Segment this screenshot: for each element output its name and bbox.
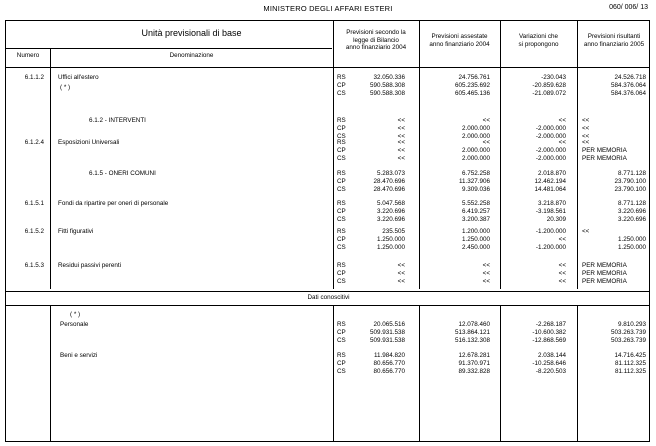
- row-number: 6.1.5.3: [24, 262, 44, 269]
- value-col-b: 605.465.136: [454, 89, 490, 97]
- col-b-divider-lower: [419, 305, 420, 441]
- value-col-d: 14.716.425: [614, 352, 646, 359]
- row-code: RS: [337, 139, 346, 146]
- title-divider: [6, 48, 332, 49]
- value-col-b: <<: [482, 277, 490, 285]
- value-col-d: 584.376.064: [610, 89, 646, 97]
- value-col-d: 23.790.100: [614, 177, 646, 185]
- header-bottom-rule: [6, 67, 649, 68]
- col-d-divider-lower: [577, 305, 578, 441]
- value-col-c: -12.868.569: [532, 336, 566, 344]
- value-col-c: -1.200.000: [535, 243, 566, 251]
- value-col-b: 89.332.828: [458, 367, 490, 375]
- row-code: CP: [337, 269, 346, 277]
- value-col-b: 1.250.000: [461, 235, 490, 243]
- value-col-a: <<: [397, 124, 405, 132]
- row-code: CP: [337, 359, 346, 367]
- value-col-a: 11.984.820: [373, 352, 405, 359]
- row-code: RS: [337, 117, 346, 124]
- value-col-a: 1.250.000: [376, 235, 405, 243]
- value-col-b: 11.327.906: [458, 177, 490, 185]
- value-col-d: 81.112.325: [614, 367, 646, 375]
- value-col-b: 12.078.460: [458, 321, 490, 328]
- row-code: CP: [337, 207, 346, 215]
- value-col-d: 3.220.696: [617, 215, 646, 223]
- value-col-a: <<: [397, 117, 405, 124]
- value-col-b: 9.309.036: [461, 185, 490, 193]
- value-col-d: 81.112.325: [614, 359, 646, 367]
- page-code: 060/ 006/ 13: [609, 4, 648, 11]
- value-col-b: 5.552.258: [461, 200, 490, 207]
- value-col-b: 2.000.000: [461, 154, 490, 162]
- col-b-divider: [419, 21, 420, 289]
- value-col-c: <<: [558, 277, 566, 285]
- value-col-a: 5.283.073: [376, 170, 405, 177]
- value-col-d: 8.771.128: [617, 200, 646, 207]
- value-col-a: 590.588.308: [369, 81, 405, 89]
- value-col-d: 584.376.064: [610, 81, 646, 89]
- value-col-b: 6.419.257: [461, 207, 490, 215]
- value-col-d: <<: [582, 124, 590, 132]
- value-col-c: <<: [558, 269, 566, 277]
- row-code: RS: [337, 321, 346, 328]
- value-col-a: <<: [397, 146, 405, 154]
- row-code: CS: [337, 277, 346, 285]
- value-col-d: PER MEMORIA: [582, 269, 627, 277]
- dati-conoscitivi-title: Dati conoscitivi: [307, 294, 350, 301]
- row-code: CP: [337, 81, 346, 89]
- value-col-c: -2.000.000: [535, 132, 566, 140]
- value-col-c: -1.200.000: [535, 228, 566, 235]
- value-col-d: <<: [582, 228, 590, 235]
- dati-top-rule: [6, 291, 649, 292]
- value-col-b: <<: [482, 262, 490, 269]
- row-code: RS: [337, 170, 346, 177]
- value-col-a: 1.250.000: [376, 243, 405, 251]
- value-col-b: 516.132.308: [454, 336, 490, 344]
- value-col-c: -8.220.503: [535, 367, 566, 375]
- value-col-c: <<: [558, 139, 566, 146]
- value-col-c: -10.258.646: [532, 359, 566, 367]
- value-col-b: 2.000.000: [461, 146, 490, 154]
- value-col-a: <<: [397, 269, 405, 277]
- value-col-a: 32.050.336: [373, 74, 405, 81]
- col-c-divider: [500, 21, 501, 289]
- value-col-d: <<: [582, 139, 590, 146]
- col-a-divider: [333, 21, 334, 289]
- value-col-c: -20.859.628: [532, 81, 566, 89]
- col-a-header: Previsioni secondo la legge di Bilancio anno finanziario 2004: [345, 29, 407, 52]
- value-col-c: 2.038.144: [537, 352, 566, 359]
- value-col-b: 12.678.281: [458, 352, 490, 359]
- col-d-header: Previsioni risultanti anno finanziario 2005: [583, 33, 645, 48]
- value-col-c: 12.462.194: [534, 177, 566, 185]
- value-col-d: <<: [582, 117, 590, 124]
- value-col-d: <<: [582, 132, 590, 140]
- col-denominazione-header: Denominazione: [169, 52, 214, 59]
- row-code: RS: [337, 74, 346, 81]
- value-col-d: 1.250.000: [617, 235, 646, 243]
- row-number: 6.1.2.4: [24, 139, 44, 146]
- row-code: CP: [337, 328, 346, 336]
- value-col-c: -2.000.000: [535, 154, 566, 162]
- value-col-c: -230.043: [541, 74, 566, 81]
- row-denominazione: 6.1.2 - INTERVENTI: [89, 117, 146, 124]
- value-col-a: 28.470.696: [373, 177, 405, 185]
- value-col-c: -10.600.382: [532, 328, 566, 336]
- value-col-b: 605.235.692: [454, 81, 490, 89]
- value-col-a: <<: [397, 262, 405, 269]
- value-col-c: 2.018.870: [537, 170, 566, 177]
- row-denominazione: Personale: [60, 321, 89, 328]
- row-code: CP: [337, 124, 346, 132]
- value-col-b: 1.200.000: [461, 228, 490, 235]
- row-denominazione: Fondi da ripartire per oneri di personale: [58, 200, 169, 207]
- value-col-a: 3.220.696: [376, 207, 405, 215]
- table-title: Unità previsionali di base: [141, 28, 242, 38]
- value-col-a: <<: [397, 132, 405, 140]
- value-col-b: 2.000.000: [461, 124, 490, 132]
- value-col-c: 14.481.064: [534, 185, 566, 193]
- value-col-d: 8.771.128: [617, 170, 646, 177]
- row-denominazione: Fitti figurativi: [58, 228, 94, 235]
- value-col-c: -3.198.561: [535, 207, 566, 215]
- row-code: RS: [337, 352, 346, 359]
- value-col-b: 24.756.761: [458, 74, 490, 81]
- value-col-c: <<: [558, 262, 566, 269]
- row-code: RS: [337, 228, 346, 235]
- value-col-c: <<: [558, 235, 566, 243]
- value-col-c: -2.000.000: [535, 124, 566, 132]
- value-col-a: 28.470.696: [373, 185, 405, 193]
- value-col-a: 590.588.308: [369, 89, 405, 97]
- numero-divider: [50, 48, 51, 289]
- row-code: CS: [337, 132, 346, 140]
- col-c-header: Variazioni che si propongono: [518, 33, 559, 48]
- row-note: ( * ): [60, 84, 71, 91]
- row-code: CS: [337, 89, 346, 97]
- value-col-d: PER MEMORIA: [582, 146, 627, 154]
- value-col-b: <<: [482, 117, 490, 124]
- value-col-d: 9.810.293: [617, 321, 646, 328]
- value-col-d: PER MEMORIA: [582, 277, 627, 285]
- value-col-b: <<: [482, 139, 490, 146]
- row-code: CS: [337, 243, 346, 251]
- row-code: CP: [337, 235, 346, 243]
- value-col-c: -21.089.072: [532, 89, 566, 97]
- value-col-d: 503.263.739: [610, 336, 646, 344]
- row-denominazione: Esposizioni Universali: [58, 139, 120, 146]
- value-col-a: 80.656.770: [373, 367, 405, 375]
- value-col-c: 20.309: [546, 215, 566, 223]
- value-col-b: 91.370.971: [458, 359, 490, 367]
- row-code: CP: [337, 177, 346, 185]
- value-col-a: 509.931.538: [369, 328, 405, 336]
- row-number: 6.1.5.2: [24, 228, 44, 235]
- row-number: 6.1.5.1: [24, 200, 44, 207]
- value-col-b: 2.450.000: [461, 243, 490, 251]
- col-numero-header: Numero: [16, 52, 40, 59]
- value-col-b: 513.864.121: [454, 328, 490, 336]
- dati-note: ( * ): [70, 311, 81, 318]
- value-col-d: PER MEMORIA: [582, 262, 627, 269]
- col-c-divider-lower: [500, 305, 501, 441]
- value-col-c: 3.218.870: [537, 200, 566, 207]
- value-col-a: 20.065.516: [373, 321, 405, 328]
- col-a-divider-lower: [333, 305, 334, 441]
- value-col-a: 3.220.696: [376, 215, 405, 223]
- value-col-a: <<: [397, 139, 405, 146]
- row-code: CS: [337, 336, 346, 344]
- value-col-a: <<: [397, 277, 405, 285]
- value-col-a: <<: [397, 154, 405, 162]
- row-denominazione: Uffici all'estero: [58, 74, 99, 81]
- value-col-d: 1.250.000: [617, 243, 646, 251]
- row-denominazione: Residui passivi perenti: [58, 262, 121, 269]
- row-code: CS: [337, 367, 346, 375]
- row-code: CS: [337, 154, 346, 162]
- row-denominazione: Beni e servizi: [60, 352, 98, 359]
- value-col-b: 2.000.000: [461, 132, 490, 140]
- value-col-c: <<: [558, 117, 566, 124]
- value-col-d: 3.220.696: [617, 207, 646, 215]
- value-col-d: PER MEMORIA: [582, 154, 627, 162]
- value-col-a: 235.505: [382, 228, 405, 235]
- value-col-a: 5.047.568: [376, 200, 405, 207]
- row-number: 6.1.1.2: [24, 74, 44, 81]
- col-b-header: Previsioni assestate anno finanziario 2004: [429, 33, 490, 48]
- value-col-c: -2.000.000: [535, 146, 566, 154]
- value-col-d: 23.790.100: [614, 185, 646, 193]
- value-col-b: <<: [482, 269, 490, 277]
- col-d-divider: [577, 21, 578, 289]
- dati-bottom-rule: [6, 305, 649, 306]
- value-col-b: 6.752.258: [461, 170, 490, 177]
- value-col-c: -2.268.187: [535, 321, 566, 328]
- ministry-header: MINISTERO DEGLI AFFARI ESTERI: [263, 4, 393, 13]
- value-col-d: 503.263.739: [610, 328, 646, 336]
- value-col-a: 80.656.770: [373, 359, 405, 367]
- row-denominazione: 6.1.5 - ONERI COMUNI: [89, 170, 156, 177]
- row-code: CP: [337, 146, 346, 154]
- row-code: RS: [337, 200, 346, 207]
- row-code: RS: [337, 262, 346, 269]
- row-code: CS: [337, 185, 346, 193]
- row-code: CS: [337, 215, 346, 223]
- numero-divider-lower: [50, 305, 51, 441]
- value-col-d: 24.526.718: [614, 74, 646, 81]
- value-col-b: 3.200.387: [461, 215, 490, 223]
- value-col-a: 509.931.538: [369, 336, 405, 344]
- budget-table: [5, 20, 650, 442]
